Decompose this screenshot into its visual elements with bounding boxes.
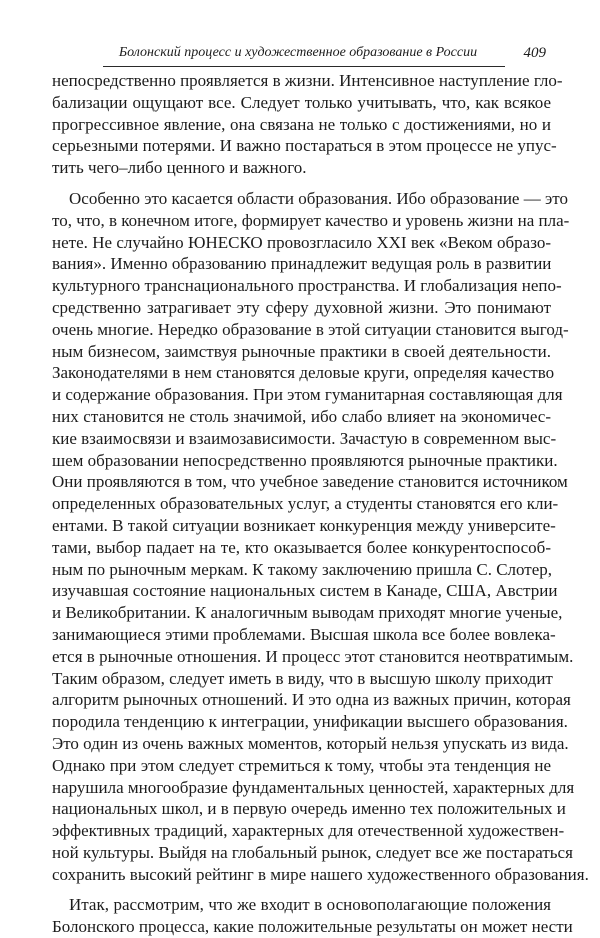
running-title: Болонский процесс и художественное образование в России xyxy=(118,45,478,60)
text-line: Они проявляются в том, что учебное заведение становится источником xyxy=(52,472,568,492)
text-line: породила тенденцию к интеграции, унификации высшего образования. xyxy=(52,712,568,732)
text-line: сохранить высокий рейтинг в мире нашего художественного образования. xyxy=(52,864,589,884)
text-line: определенных образовательных услуг, а студенты становятся его кли- xyxy=(52,494,559,514)
paragraph-spacer xyxy=(52,885,551,894)
text-line: алгоритм рыночных отношений. И это одна из важных причин, которая xyxy=(52,690,571,710)
text-line: ентами. В такой ситуации возникает конкуренция между университе- xyxy=(52,515,556,535)
text-line: то, что, в конечном итоге, формирует качество и уровень жизни на пла- xyxy=(52,210,570,230)
text-line: тить чего–либо ценного и важного. xyxy=(52,158,307,178)
text-line: серьезными потерями. И важно постараться в этом процессе не упус- xyxy=(52,136,557,156)
text-line: национальных школ, и в первую очередь именно тех положительных и xyxy=(52,799,566,819)
text-line: ной культуры. Выйдя на глобальный рынок, следует все же постараться xyxy=(52,842,573,862)
text-line: них становится не столь значимой, ибо слабо влияет на экономичес- xyxy=(52,406,551,426)
text-line: шем образовании непосредственно проявляются рыночные практики. xyxy=(52,450,558,470)
page-number: 409 xyxy=(523,45,546,61)
text-line: нарушила многообразие фундаментальных ценностей, характерных для xyxy=(52,777,575,797)
paragraph-3 xyxy=(52,894,573,938)
text-line: ным по рыночным меркам. К такому заключению пришла С. Слотер, xyxy=(52,559,553,579)
text-line: Однако при этом следует стремиться к тому, чтобы эта тенденция не xyxy=(52,755,551,775)
paragraph-1 xyxy=(52,70,563,179)
text-line: кие взаимосвязи и взаимозависимости. Зачастую в современном выс- xyxy=(52,428,557,448)
body-text xyxy=(52,70,589,938)
header-rule xyxy=(103,66,505,67)
text-line: ется в рыночные отношения. И процесс этот становится неотвратимым. xyxy=(52,646,574,666)
paragraph-2 xyxy=(52,188,589,886)
running-head xyxy=(103,44,546,68)
text-line: занимающиеся этими проблемами. Высшая школа все более вовлека- xyxy=(52,624,556,644)
text-line: ным бизнесом, заимствуя рыночные практики в своей деятельности. xyxy=(52,341,551,361)
text-line: Это один из очень важных моментов, который нельзя упускать из вида. xyxy=(52,733,569,753)
text-line: непосредственно проявляется в жизни. Интенсивное наступление гло- xyxy=(52,71,563,90)
text-line: Законодателями в нем становятся деловые круги, определяя качество xyxy=(52,363,555,383)
text-line: Таким образом, следует иметь в виду, что в высшую школу приходит xyxy=(52,668,553,688)
text-line: очень многие. Нередко образование в этой ситуации становится выгод- xyxy=(52,319,569,339)
text-line: тами, выбор падает на те, кто оказывается более конкурентоспособ- xyxy=(52,537,551,557)
paragraph-spacer xyxy=(52,179,551,188)
text-line: изучавшая состояние национальных систем в Канаде, США, Австрии xyxy=(52,581,558,601)
text-line: Болонского процесса, какие положительные результаты он может нести xyxy=(52,917,573,937)
text-line: средственно затрагивает эту сферу духовной жизни. Это понимают xyxy=(52,297,551,317)
text-line: культурного транснационального пространства. И глобализация непо- xyxy=(52,276,562,296)
text-line: эффективных традиций, характерных для отечественной художествен- xyxy=(52,821,565,841)
text-line: прогрессивное явление, она связана не только с достижениями, но и xyxy=(52,114,551,134)
text-line: и Великобритании. К аналогичным выводам приходят многие ученые, xyxy=(52,603,563,623)
text-line: Итак, рассмотрим, что же входит в основополагающие положения xyxy=(69,895,551,915)
text-line: бализации ощущают все. Следует только учитывать, что, как всякое xyxy=(52,92,551,112)
text-line: Особенно это касается области образования. Ибо образование — это xyxy=(69,188,568,208)
text-line: вания». Именно образованию принадлежит ведущая роль в развитии xyxy=(52,254,552,274)
text-line: и содержание образования. При этом гуманитарная составляющая для xyxy=(52,385,563,405)
text-line: нете. Не случайно ЮНЕСКО провозгласило XXI век «Веком образо- xyxy=(52,232,551,252)
